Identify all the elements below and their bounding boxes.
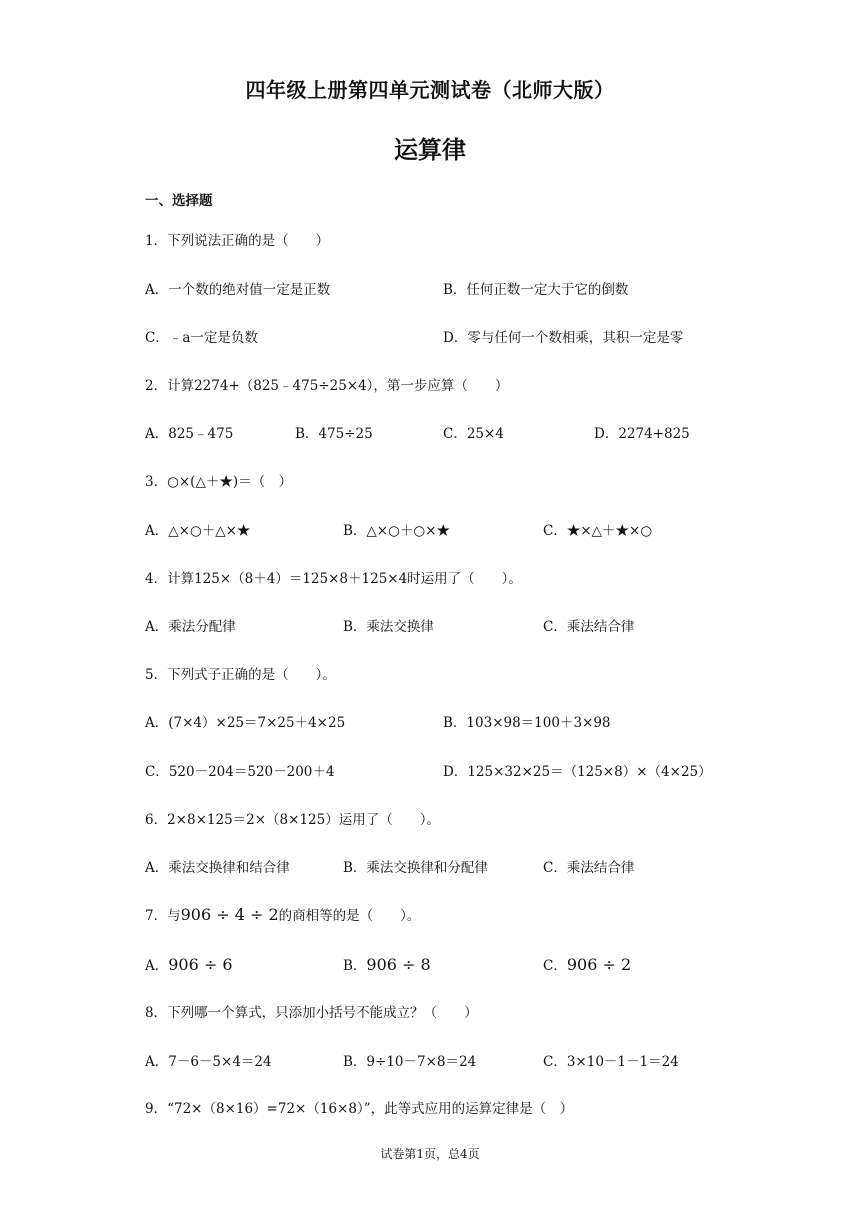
question-2-option-d: D．2274+825 — [594, 426, 690, 442]
question-7-stem-prefix: 7．与 — [145, 908, 181, 924]
question-7-option-b-letter: B． — [343, 958, 367, 974]
question-4-option-a: A．乘法分配律 — [145, 619, 236, 635]
question-1-option-c: C．﹣a一定是负数 — [145, 330, 258, 346]
question-5-option-d: D．125×32×25＝（125×8）×（4×25） — [443, 764, 712, 780]
question-4-stem: 4．计算125×（8＋4）＝125×8＋125×4时运用了（ ）。 — [145, 571, 522, 587]
question-7-stem-suffix: 的商相等的是（ ）。 — [278, 908, 421, 924]
question-7-option-b — [343, 955, 431, 976]
question-6-option-a: A．乘法交换律和结合律 — [145, 860, 290, 876]
question-7-option-c-math: 906 ÷ 2 — [566, 955, 632, 974]
question-8-option-b: B．9÷10－7×8＝24 — [343, 1054, 477, 1070]
question-7-stem-math: 906 ÷ 4 ÷ 2 — [180, 905, 279, 924]
question-7-option-b-math: 906 ÷ 8 — [366, 955, 431, 974]
question-2-option-c: C．25×4 — [443, 426, 504, 442]
question-1-stem: 1．下列说法正确的是（ ） — [145, 233, 330, 249]
question-6-stem: 6．2×8×125＝2×（8×125）运用了（ ）。 — [145, 812, 440, 828]
page-title: 四年级上册第四单元测试卷（北师大版） — [245, 78, 615, 102]
question-7-option-c-letter: C． — [543, 958, 567, 974]
question-9-stem: 9．“72×（8×16）=72×（16×8）”，此等式应用的运算定律是（ ） — [145, 1101, 574, 1117]
page-footer: 试卷第1页，总4页 — [380, 1147, 480, 1161]
question-6-option-c: C．乘法结合律 — [543, 860, 635, 876]
question-6-option-b: B．乘法交换律和分配律 — [343, 860, 488, 876]
question-7-stem — [145, 905, 785, 926]
question-4-option-b: B．乘法交换律 — [343, 619, 434, 635]
question-1-option-a: A．一个数的绝对值一定是正数 — [145, 282, 331, 298]
question-5-option-a: A．(7×4）×25＝7×25＋4×25 — [145, 715, 346, 731]
question-2-option-b: B．475÷25 — [295, 426, 373, 442]
question-7-option-a-math: 906 ÷ 6 — [168, 955, 233, 974]
section-title: 一、选择题 — [145, 193, 213, 209]
page-subtitle: 运算律 — [394, 136, 466, 164]
question-3-option-a: A．△×○＋△×★ — [145, 523, 251, 539]
question-2-option-a: A．825﹣475 — [145, 426, 234, 442]
question-3-option-b: B．△×○＋○×★ — [343, 523, 450, 539]
question-1-option-d: D．零与任何一个数相乘，其积一定是零 — [443, 330, 684, 346]
question-7-option-c — [543, 955, 631, 976]
question-7-option-a — [145, 955, 233, 976]
question-8-option-c: C．3×10－1－1＝24 — [543, 1054, 679, 1070]
question-1-option-b: B．任何正数一定大于它的倒数 — [443, 282, 629, 298]
question-8-stem: 8．下列哪一个算式，只添加小括号不能成立？（ ） — [145, 1005, 478, 1021]
question-4-option-c: C．乘法结合律 — [543, 619, 635, 635]
question-7-option-a-letter: A． — [145, 958, 169, 974]
question-8-option-a: A．7－6－5×4＝24 — [145, 1054, 272, 1070]
question-5-option-c: C．520－204＝520－200＋4 — [145, 764, 335, 780]
question-3-stem: 3．○×(△＋★)＝（ ） — [145, 474, 293, 490]
question-2-stem: 2．计算2274+（825﹣475÷25×4），第一步应算（ ） — [145, 378, 509, 394]
question-3-option-c: C．★×△＋★×○ — [543, 523, 653, 539]
question-5-option-b: B．103×98＝100＋3×98 — [443, 715, 611, 731]
question-5-stem: 5．下列式子正确的是（ ）。 — [145, 667, 336, 683]
